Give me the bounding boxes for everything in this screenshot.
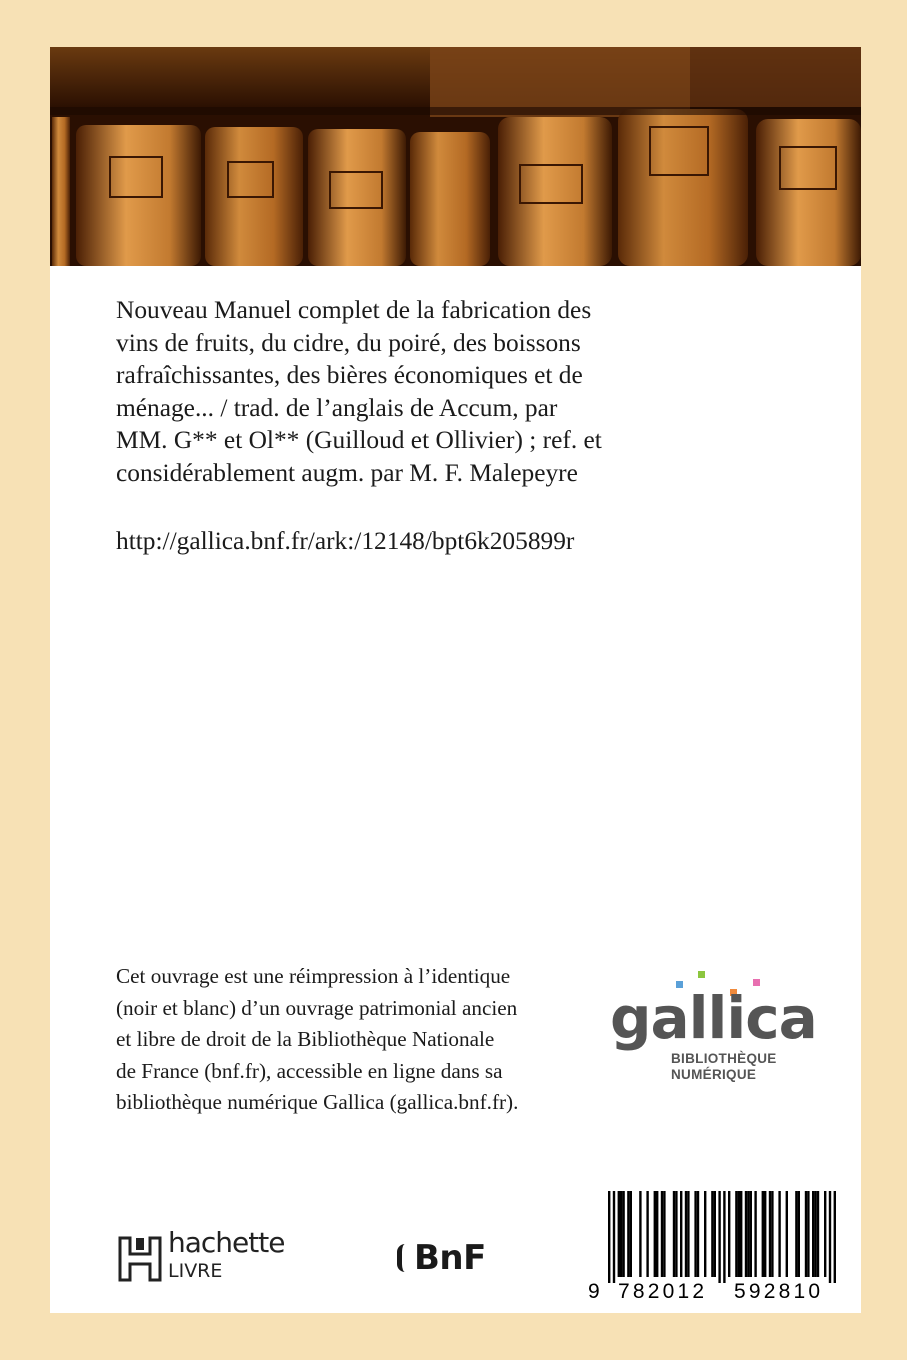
barcode-group-1: 782012 (618, 1280, 708, 1303)
barcode-bar (807, 1191, 809, 1277)
barcode-bar (627, 1191, 629, 1277)
isbn-barcode (588, 1185, 855, 1304)
bnf-wordmark: BnF (414, 1238, 486, 1278)
barcode-bar (694, 1191, 696, 1277)
book-spines-illustration (50, 47, 861, 266)
bnf-logo (397, 1238, 486, 1278)
book-title (116, 294, 716, 490)
barcode-bar (685, 1191, 687, 1277)
gallica-url: http://gallica.bnf.fr/ark:/12148/bpt6k205899r (116, 527, 575, 555)
barcode-bar (680, 1191, 682, 1277)
gallica-wordmark: gallica (610, 984, 817, 1052)
barcode-bar (639, 1191, 641, 1277)
barcode-bar (654, 1191, 656, 1277)
barcode-bar (745, 1191, 747, 1277)
gallica-square-green (698, 971, 705, 978)
barcode-bar (704, 1191, 706, 1277)
hachette-h-mark-icon (118, 1236, 162, 1282)
barcode-bar (817, 1191, 819, 1277)
barcode-bar (687, 1191, 689, 1277)
barcode-bar (723, 1191, 725, 1283)
title-line: vins de fruits, du cidre, du poiré, des boissons (116, 328, 581, 357)
title-line: considérablement augm. par M. F. Malepeyre (116, 458, 578, 487)
barcode-bar (718, 1191, 720, 1283)
barcode-bar (711, 1191, 713, 1277)
barcode-bar (663, 1191, 665, 1277)
barcode-bar (750, 1191, 752, 1277)
notice-line: Cet ouvrage est une réimpression à l’identique (116, 964, 511, 988)
back-cover-card (50, 47, 861, 1313)
notice-line: bibliothèque numérique Gallica (gallica.bnf.fr). (116, 1090, 519, 1115)
barcode-bar (778, 1191, 780, 1277)
barcode-bar (661, 1191, 663, 1277)
gallica-subtitle-line1: BIBLIOTHÈQUE (671, 1051, 777, 1066)
barcode-bar (764, 1191, 766, 1277)
barcode-bar (714, 1191, 716, 1277)
barcode-bar (805, 1191, 807, 1277)
barcode-bar (620, 1191, 622, 1277)
barcode-bar (622, 1191, 624, 1277)
barcode-group-2: 592810 (734, 1280, 824, 1303)
notice-line: et libre de droit de la Bibliothèque Nationale (116, 1027, 495, 1052)
reprint-notice (116, 961, 518, 1119)
book-shelf-image (50, 47, 861, 266)
barcode-first-digit: 9 (588, 1280, 600, 1303)
notice-line: (noir et blanc) d’un ouvrage patrimonial ancien (116, 995, 518, 1020)
barcode-bar (769, 1191, 771, 1277)
barcode-bar (613, 1191, 615, 1283)
barcode-bar (630, 1191, 632, 1277)
title-line: rafraîchissantes, des bières économiques et de (116, 361, 583, 390)
hachette-wordmark: hachette (168, 1226, 285, 1259)
barcode-bar (771, 1191, 773, 1277)
barcode-bar (812, 1191, 814, 1277)
barcode-bar (675, 1191, 677, 1277)
notice-line: de France (bnf.fr), accessible en ligne dans sa (116, 1058, 503, 1083)
hachette-livre-logo (118, 1226, 318, 1290)
barcode-bar (728, 1191, 730, 1277)
barcode-bar (740, 1191, 742, 1277)
barcode-bar (747, 1191, 749, 1277)
barcode-bar (608, 1191, 610, 1283)
bnf-bracket-icon (397, 1244, 410, 1272)
barcode-bar (656, 1191, 658, 1277)
barcode-bars (588, 1185, 855, 1285)
barcode-bar (618, 1191, 620, 1277)
barcode-bar (798, 1191, 800, 1277)
gallica-subtitle-line2: NUMÉRIQUE (671, 1067, 757, 1082)
barcode-bar (829, 1191, 831, 1283)
barcode-bar (762, 1191, 764, 1277)
barcode-bar (754, 1191, 756, 1277)
barcode-bar (646, 1191, 648, 1277)
barcode-bar (786, 1191, 788, 1277)
barcode-bar (795, 1191, 797, 1277)
barcode-bar (814, 1191, 816, 1277)
barcode-bar (697, 1191, 699, 1277)
title-line: MM. G** et Ol** (Guilloud et Ollivier) ; ref. et (116, 426, 602, 455)
barcode-bar (735, 1191, 737, 1277)
barcode-bar (738, 1191, 740, 1277)
barcode-bar (834, 1191, 836, 1283)
barcode-bar (824, 1191, 826, 1277)
barcode-bar (673, 1191, 675, 1277)
title-line: ménage... / trad. de l’anglais de Accum, par (116, 393, 558, 422)
hachette-livre-text: LIVRE (168, 1260, 223, 1282)
title-line: Nouveau Manuel complet de la fabrication des (116, 296, 592, 324)
gallica-logo (610, 969, 817, 1089)
